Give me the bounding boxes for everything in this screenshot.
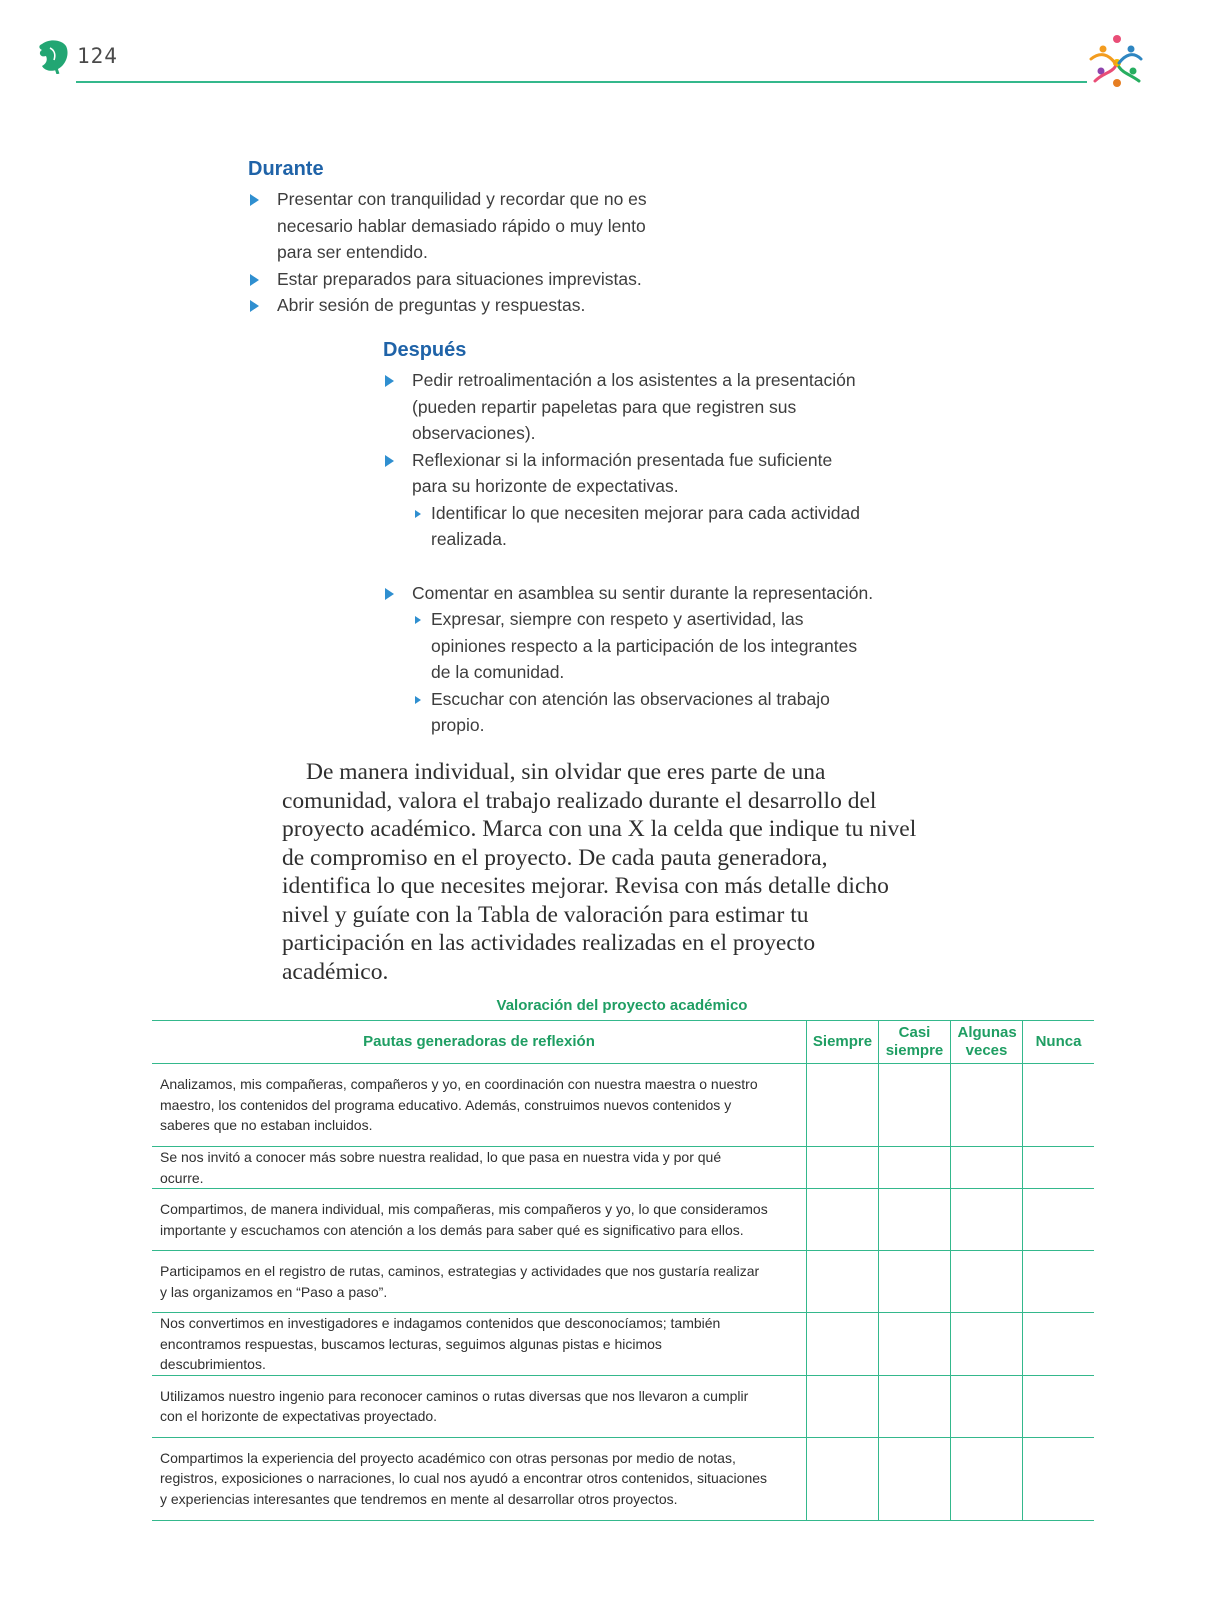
list-item: Presentar con tranquilidad y recordar que no es necesario hablar demasiado rápido o muy lento para ser entendido. [248,186,678,266]
pauta-cell: Participamos en el registro de rutas, caminos, estrategias y actividades que nos gustaría realizar y las organizamos en “Paso a paso”. [152,1251,807,1313]
bullet-icon [250,274,259,286]
pauta-cell: Se nos invitó a conocer más sobre nuestra realidad, lo que pasa en nuestra vida y por qué ocurre. [152,1147,807,1189]
bullet-icon [385,455,394,467]
sub-bullet-icon [415,510,421,518]
cell-nunca[interactable] [1023,1189,1095,1251]
bullet-icon [250,300,259,312]
cell-siempre[interactable] [807,1375,879,1437]
pauta-cell: Compartimos la experiencia del proyecto académico con otras personas por medio de notas, registros, exposiciones o narraciones, lo cual nos ayudó a encontrar otros contenidos, situaciones y experiencias interesantes que tendremos en mente al desarrollar otros proyectos. [152,1437,807,1520]
cell-nunca[interactable] [1023,1313,1095,1376]
cell-siempre[interactable] [807,1313,879,1376]
table-caption: Valoración del proyecto académico [496,997,748,1014]
cell-nunca[interactable] [1023,1147,1095,1189]
cell-casi-siempre[interactable] [879,1147,951,1189]
sub-list-item: Expresar, siempre con respeto y asertividad, las opiniones respecto a la participación de los integrantes de la comunidad. [412,606,867,686]
sub-bullet-icon [415,616,421,624]
cell-siempre[interactable] [807,1064,879,1147]
pauta-cell: Nos convertimos en investigadores e indagamos contenidos que desconocíamos; también encontramos respuestas, buscamos lecturas, seguimos algunas pistas e hicimos descubrimientos. [152,1313,807,1376]
table-row [152,1251,1094,1313]
cell-algunas-veces[interactable] [951,1251,1023,1313]
cell-siempre[interactable] [807,1437,879,1520]
table-row [152,1064,1094,1147]
pauta-cell: Utilizamos nuestro ingenio para reconocer caminos o rutas diversas que nos llevaron a cumplir con el horizonte de expectativas proyectado. [152,1375,807,1437]
list-item: Abrir sesión de preguntas y respuestas. [248,292,678,319]
cell-casi-siempre[interactable] [879,1375,951,1437]
leaf-logo-icon [36,38,70,74]
table-row [152,1437,1094,1520]
cell-nunca[interactable] [1023,1375,1095,1437]
sub-list-item: Escuchar con atención las observaciones al trabajo propio. [412,686,867,739]
valoracion-table [152,1020,1094,1521]
table-row [152,1189,1094,1251]
cell-siempre[interactable] [807,1189,879,1251]
list-item: Pedir retroalimentación a los asistentes a la presentación (pueden repartir papeletas para que registren sus observaciones). [383,367,872,447]
header-rule [76,81,1087,83]
cell-nunca[interactable] [1023,1064,1095,1147]
cell-casi-siempre[interactable] [879,1313,951,1376]
page-header [0,0,1214,90]
bullet-icon [250,194,259,206]
header-nunca: Nunca [1023,1021,1095,1064]
cell-algunas-veces[interactable] [951,1437,1023,1520]
sub-bullet-icon [415,696,421,704]
table-row [152,1313,1094,1376]
cell-algunas-veces[interactable] [951,1313,1023,1376]
cell-algunas-veces[interactable] [951,1189,1023,1251]
cell-casi-siempre[interactable] [879,1437,951,1520]
cell-siempre[interactable] [807,1251,879,1313]
section-durante [248,156,678,319]
list-item: Estar preparados para situaciones imprevistas. [248,266,678,293]
cell-algunas-veces[interactable] [951,1375,1023,1437]
cell-nunca[interactable] [1023,1437,1095,1520]
pauta-cell: Analizamos, mis compañeras, compañeros y yo, en coordinación con nuestra maestra o nuestro maestro, los contenidos del programa educativo. Además, construimos nuevos contenidos y saberes que no estaban incluidos. [152,1064,807,1147]
instructions-paragraph: De manera individual, sin olvidar que eres parte de una comunidad, valora el trabajo realizado durante el desarrollo del proyecto académico. Marca con una X la celda que indique tu nivel de compromiso en el proyecto. De cada pauta generadora, identifica lo que necesites mejorar. Revisa con más detalle dicho nivel y guíate con la Tabla de valoración para estimar tu participación en las actividades realizadas en el proyecto académico. [282,759,917,985]
cell-casi-siempre[interactable] [879,1189,951,1251]
header-pautas: Pautas generadoras de reflexión [152,1021,807,1064]
cell-algunas-veces[interactable] [951,1064,1023,1147]
section-title-despues: Después [383,339,467,361]
header-algunas-veces: Algunas veces [951,1021,1023,1064]
section-despues [383,337,903,739]
brand-logo-icon [1085,33,1145,89]
bullet-icon [385,375,394,387]
list-item: Reflexionar si la información presentada fue suficiente para su horizonte de expectativas. Identificar lo que necesiten mejorar para cada actividad realizada. [383,447,872,553]
cell-casi-siempre[interactable] [879,1251,951,1313]
sub-list-item: Identificar lo que necesiten mejorar para cada actividad realizada. [412,500,872,553]
cell-nunca[interactable] [1023,1251,1095,1313]
header-casi-siempre: Casi siempre [879,1021,951,1064]
cell-algunas-veces[interactable] [951,1147,1023,1189]
table-row [152,1375,1094,1437]
bullet-icon [385,588,394,600]
table-header-row [152,1021,1094,1064]
header-siempre: Siempre [807,1021,879,1064]
pauta-cell: Compartimos, de manera individual, mis compañeras, mis compañeros y yo, lo que consideramos importante y escuchamos con atención a los demás para saber qué es significativo para ellos. [152,1189,807,1251]
cell-siempre[interactable] [807,1147,879,1189]
table-row [152,1147,1094,1189]
cell-casi-siempre[interactable] [879,1064,951,1147]
page-number: 124 [77,44,118,68]
section-title-durante: Durante [248,158,324,180]
list-item: Comentar en asamblea su sentir durante la representación. Expresar, siempre con respeto y asertividad, las opiniones respecto a la participación de los integrantes de la comunidad. Escuchar con atención las observaciones al trabajo propio. [383,580,903,739]
